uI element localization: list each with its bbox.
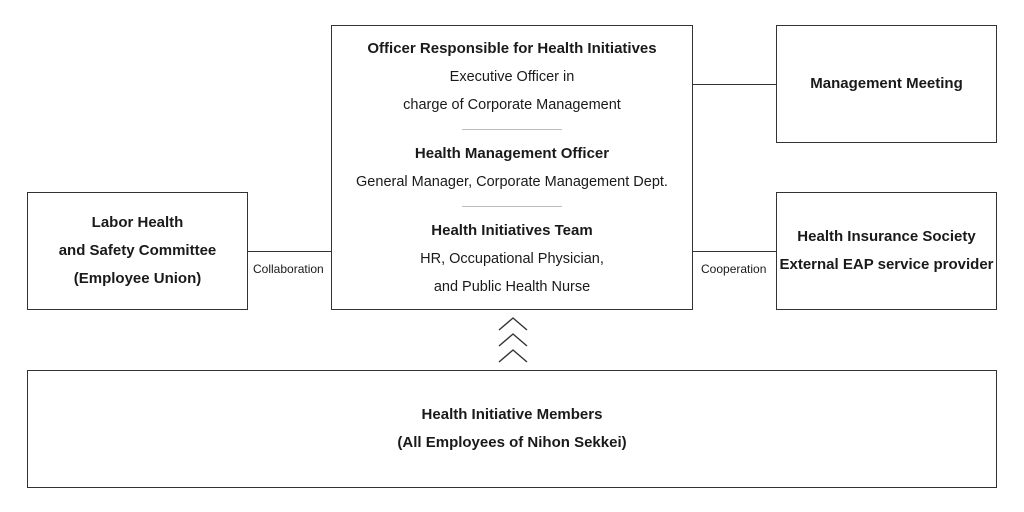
health-officer-section (356, 140, 668, 196)
health-officer-line-1: General Manager, Corporate Management Dept. (356, 174, 668, 190)
health-insurance-line-1: Health Insurance Society (797, 228, 976, 245)
management-meeting-title: Management Meeting (810, 75, 963, 92)
chevron-up-icon-2 (499, 334, 527, 346)
members-line-2: (All Employees of Nihon Sekkei) (397, 434, 627, 451)
collaboration-connector-line (248, 251, 331, 252)
team-line-1: HR, Occupational Physician, (420, 251, 604, 267)
triple-chevron-up-icon (497, 316, 529, 366)
members-line-1: Health Initiative Members (421, 406, 603, 423)
divider-1 (462, 129, 562, 130)
team-line-2: and Public Health Nurse (433, 279, 591, 295)
health-officer-title: Health Management Officer (414, 145, 610, 162)
health-insurance-line-2: External EAP service provider (779, 256, 994, 273)
officer-title: Officer Responsible for Health Initiatives (367, 40, 657, 57)
collaboration-label: Collaboration (253, 262, 324, 276)
officer-line-1: Executive Officer in (449, 69, 575, 85)
team-section (420, 217, 604, 301)
labor-health-committee-box (27, 192, 248, 310)
chevron-up-icon-3 (499, 350, 527, 362)
chevron-up-icon-1 (499, 318, 527, 330)
cooperation-label: Cooperation (701, 262, 767, 276)
officer-section (367, 35, 656, 119)
labor-health-line-2: and Safety Committee (58, 242, 217, 259)
labor-health-line-1: Labor Health (91, 214, 184, 231)
cooperation-connector-line (693, 251, 776, 252)
management-meeting-connector-line (693, 84, 776, 85)
divider-2 (462, 206, 562, 207)
labor-health-line-3: (Employee Union) (73, 270, 202, 287)
health-initiatives-organization-box (331, 25, 693, 310)
health-initiative-members-box (27, 370, 997, 488)
health-insurance-society-box (776, 192, 997, 310)
team-title: Health Initiatives Team (431, 222, 593, 239)
officer-line-2: charge of Corporate Management (403, 97, 621, 113)
management-meeting-box (776, 25, 997, 143)
